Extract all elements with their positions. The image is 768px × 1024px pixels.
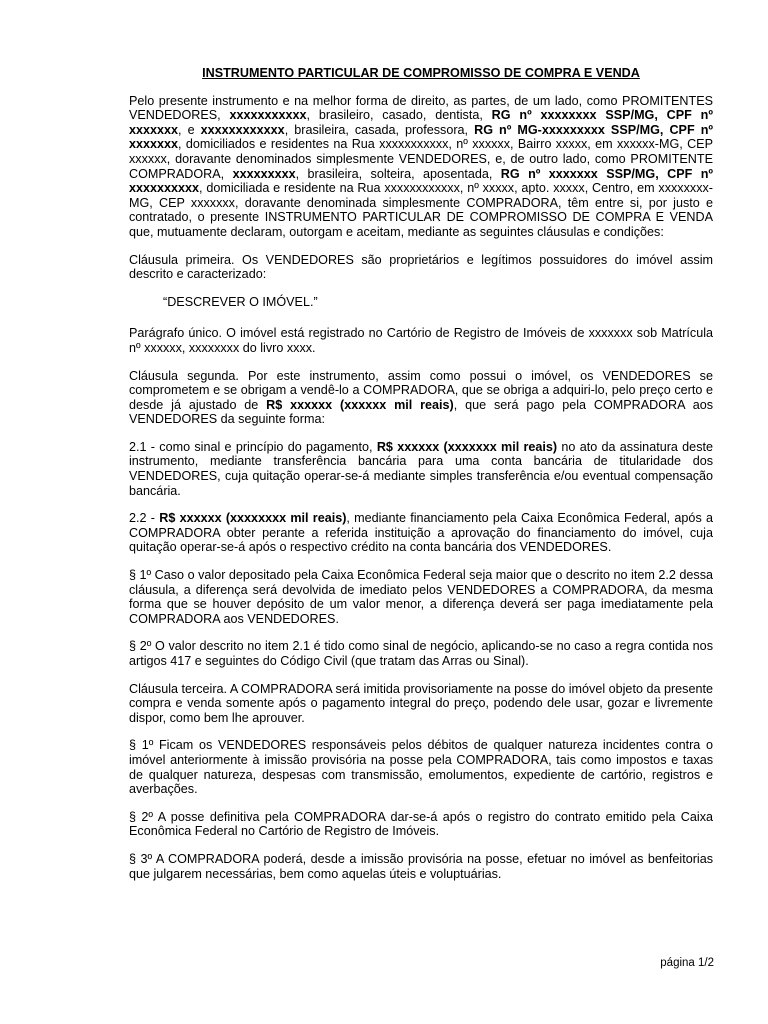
text-run: § 1º Caso o valor depositado pela Caixa Econômica Federal seja maior que o descrito no item 2.2 dessa cláusula, a diferença será devolvida de imediato pelos VENDEDORES a COMPRADORA, da mesma forma que se houver depósito de um valor menor, a diferença deverá ser paga imediatamente pela COMPRADORA aos VENDEDORES.	[129, 568, 713, 626]
bold-text-run: xxxxxxxxx	[232, 166, 296, 181]
text-run: Parágrafo único. O imóvel está registrado no Cartório de Registro de Imóveis de xxxxxxx sob Matrícula nº xxxxxx, xxxxxxxx do livro xxxx.	[129, 326, 713, 355]
contract-paragraph	[129, 511, 713, 555]
bold-text-run: RG nº xxxxxxxx SSP/MG, CPF nº xxxxxxx	[129, 108, 713, 137]
contract-paragraph	[129, 810, 713, 839]
text-run: Cláusula segunda. Por este instrumento, assim como possui o imóvel, os VENDEDORES se comprometem e se obrigam a vendê-lo a COMPRADORA, que se obriga a adquiri-lo, pelo preço certo e desde já ajustado de	[129, 368, 713, 412]
bold-text-run: RG nº MG-xxxxxxxxx SSP/MG, CPF nº xxxxxxx	[129, 122, 713, 152]
contract-paragraph	[129, 852, 713, 881]
text-run: Cláusula primeira. Os VENDEDORES são proprietários e legítimos possuidores do imóvel assim descrito e caracterizado:	[129, 252, 713, 282]
property-description-placeholder	[129, 295, 713, 310]
contract-paragraph	[129, 253, 713, 282]
text-run: § 2º A posse definitiva pela COMPRADORA dar-se-á após o registro do contrato emitido pela Caixa Econômica Federal no Cartório de Registro de Imóveis.	[129, 809, 713, 839]
contract-paragraph	[129, 738, 713, 796]
text-run: , brasileira, solteira, aposentada,	[295, 166, 501, 181]
text-run: , domiciliados e residentes na Rua xxxxxxxxxxx, nº xxxxxx, Bairro xxxxx, em xxxxxx-MG, CEP xxxxxx, doravante denominados simplesmente VENDEDORES, e, de outro lado, como PROMITENTE COMPRADORA,	[129, 137, 713, 181]
bold-text-run: R$ xxxxxx (xxxxxxxx mil reais)	[159, 511, 347, 526]
contract-paragraph	[129, 440, 713, 498]
contract-paragraph	[129, 639, 713, 668]
bold-text-run: R$ xxxxxx (xxxxxxx mil reais)	[376, 439, 558, 454]
text-run: no ato da assinatura deste instrumento, mediante transferência bancária para uma conta bancária de titularidade dos VENDEDORES, cuja quitação operar-se-á mediante simples transferência e/ou eventual compensação bancária.	[129, 439, 713, 498]
contract-paragraph	[129, 682, 713, 726]
text-run: , domiciliada e residente na Rua xxxxxxxxxxxx, nº xxxxx, apto. xxxxx, Centro, em xxxxxxxx-MG, CEP xxxxxxx, doravante denominada simplesmente COMPRADORA, têm entre si, por justo e contratado, o presente INSTRUMENTO PARTICULAR DE COMPROMISSO DE COMPRA E VENDA que, mutuamente declaram, outorgam e aceitam, mediante as seguintes cláusulas e condições:	[129, 181, 713, 239]
bold-text-run: xxxxxxxxxxx	[229, 108, 307, 123]
bold-text-run: RG nº xxxxxxx SSP/MG, CPF nº xxxxxxxxxx	[129, 166, 713, 196]
contract-paragraph	[129, 369, 713, 427]
text-run: Pelo presente instrumento e na melhor forma de direito, as partes, de um lado, como PROMITENTES VENDEDORES,	[129, 93, 713, 123]
contract-paragraph	[129, 326, 713, 355]
contract-paragraph	[129, 94, 713, 240]
document-body	[129, 66, 713, 894]
text-run: § 2º O valor descrito no item 2.1 é tido como sinal de negócio, aplicando-se no caso a regra contida nos artigos 417 e seguintes do Código Civil (que tratam das Arras ou Sinal).	[129, 639, 713, 668]
text-run: § 1º Ficam os VENDEDORES responsáveis pelos débitos de qualquer natureza incidentes contra o imóvel anteriormente à imissão provisória na posse pela COMPRADORA, tais como impostos e taxas de qualquer natureza, despesas com transmissão, emolumentos, expediente de cartório, registros e averbações.	[129, 738, 713, 797]
bold-text-run: xxxxxxxxxxxx	[200, 122, 285, 137]
paragraph-list	[129, 94, 713, 882]
text-run: 2.2 -	[129, 511, 160, 526]
contract-paragraph	[129, 568, 713, 626]
text-run: “DESCREVER O IMÓVEL.”	[163, 294, 318, 309]
text-run: Cláusula terceira. A COMPRADORA será imitida provisoriamente na posse do imóvel objeto da presente compra e venda somente após o pagamento integral do preço, podendo dele usar, gozar e livremente dispor, como bem lhe aprouver.	[129, 681, 713, 725]
text-run: § 3º A COMPRADORA poderá, desde a imissão provisória na posse, efetuar no imóvel as benfeitorias que julgarem necessárias, bem como aquelas úteis e voluptuárias.	[129, 851, 713, 881]
page-number: página 1/2	[660, 957, 714, 969]
text-run: , que será pago pela COMPRADORA aos VENDEDORES da seguinte forma:	[129, 397, 714, 427]
text-run: , brasileiro, casado, dentista,	[306, 108, 492, 123]
document-title: INSTRUMENTO PARTICULAR DE COMPROMISSO DE COMPRA E VENDA	[202, 66, 640, 80]
text-run: , brasileira, casada, professora,	[284, 122, 475, 137]
text-run: , mediante financiamento pela Caixa Econômica Federal, após a COMPRADORA obter perante a referida instituição a aprovação do financiamento do imóvel, cuja quitação operar-se-á após o respectivo crédito na conta bancária dos VENDEDORES.	[129, 511, 713, 555]
text-run: , e	[178, 122, 201, 137]
text-run: 2.1 - como sinal e princípio do pagamento,	[129, 439, 377, 454]
bold-text-run: R$ xxxxxx (xxxxxx mil reais)	[266, 397, 454, 412]
